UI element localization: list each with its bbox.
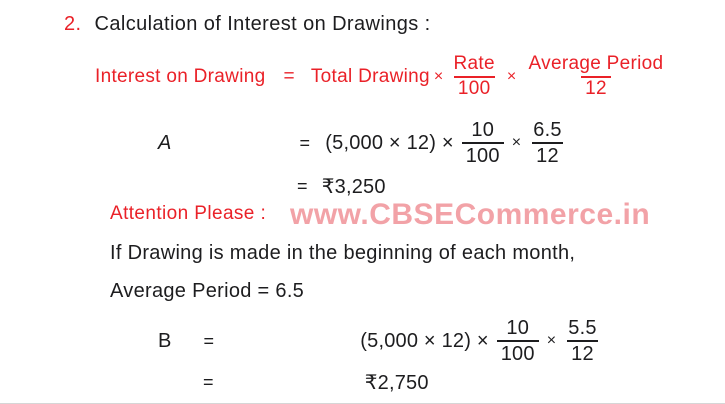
- calc-b-rate-denominator: 100: [497, 340, 539, 366]
- calc-a-label: A: [158, 131, 172, 154]
- heading: [64, 13, 431, 36]
- calculation-a-result: [0, 172, 386, 200]
- multiply-sign: ×: [506, 68, 517, 85]
- calc-a-expression: (5,000 × 12) ×: [325, 131, 454, 154]
- note-line-2: [110, 280, 304, 303]
- page-title: Calculation of Interest on Drawings :: [94, 13, 431, 35]
- calc-b-rate-fraction: [497, 316, 539, 366]
- interest-formula: [95, 46, 667, 108]
- result-a-equals: =: [297, 175, 308, 196]
- site-watermark: www.CBSECommerce.in: [290, 198, 651, 231]
- calc-b-equals: =: [203, 330, 215, 351]
- result-b-value: ₹2,750: [364, 371, 429, 394]
- average-period-fraction: [525, 53, 668, 101]
- calc-a-equals: =: [299, 132, 311, 153]
- calc-a-rate-numerator: 10: [471, 119, 495, 141]
- calculation-b-result: [0, 368, 429, 396]
- calc-a-period-numerator: 6.5: [533, 119, 562, 141]
- calc-a-period-denominator: 12: [532, 142, 563, 168]
- calculation-a: [0, 116, 566, 170]
- calc-b-expression: (5,000 × 12) ×: [360, 329, 489, 352]
- result-a-value: ₹3,250: [321, 175, 386, 198]
- calc-b-rate-numerator: 10: [506, 317, 530, 339]
- note-line-1-text: If Drawing is made in the beginning of each month,: [110, 242, 576, 264]
- formula-total-drawing: Total Drawing: [310, 66, 430, 87]
- average-period-fraction-denominator: 12: [581, 76, 611, 101]
- calc-b-label: B: [158, 329, 172, 352]
- attention-label: Attention Please :: [110, 203, 267, 224]
- heading-number: 2.: [64, 13, 82, 35]
- calculation-b: [0, 312, 601, 370]
- multiply-sign: ×: [511, 134, 522, 151]
- multiply-sign: ×: [433, 68, 444, 85]
- attention-label-row: [110, 203, 266, 225]
- calc-a-period-fraction: [529, 118, 565, 168]
- calc-b-period-fraction: [564, 316, 600, 366]
- multiply-sign: ×: [546, 332, 557, 349]
- calc-b-period-numerator: 5.5: [568, 317, 597, 339]
- calc-a-rate-fraction: [462, 118, 504, 168]
- formula-lhs: Interest on Drawing: [95, 66, 266, 87]
- formula-equals: =: [283, 66, 295, 87]
- rate-fraction-numerator: Rate: [453, 53, 495, 75]
- result-b-equals: =: [203, 371, 214, 392]
- rate-fraction-denominator: 100: [454, 76, 495, 101]
- rate-fraction: [450, 53, 499, 101]
- average-period-fraction-numerator: Average Period: [528, 53, 664, 75]
- note-line-1: [110, 242, 575, 265]
- calc-a-rate-denominator: 100: [462, 142, 504, 168]
- calc-b-period-denominator: 12: [567, 340, 598, 366]
- note-line-2-text: Average Period = 6.5: [110, 280, 305, 302]
